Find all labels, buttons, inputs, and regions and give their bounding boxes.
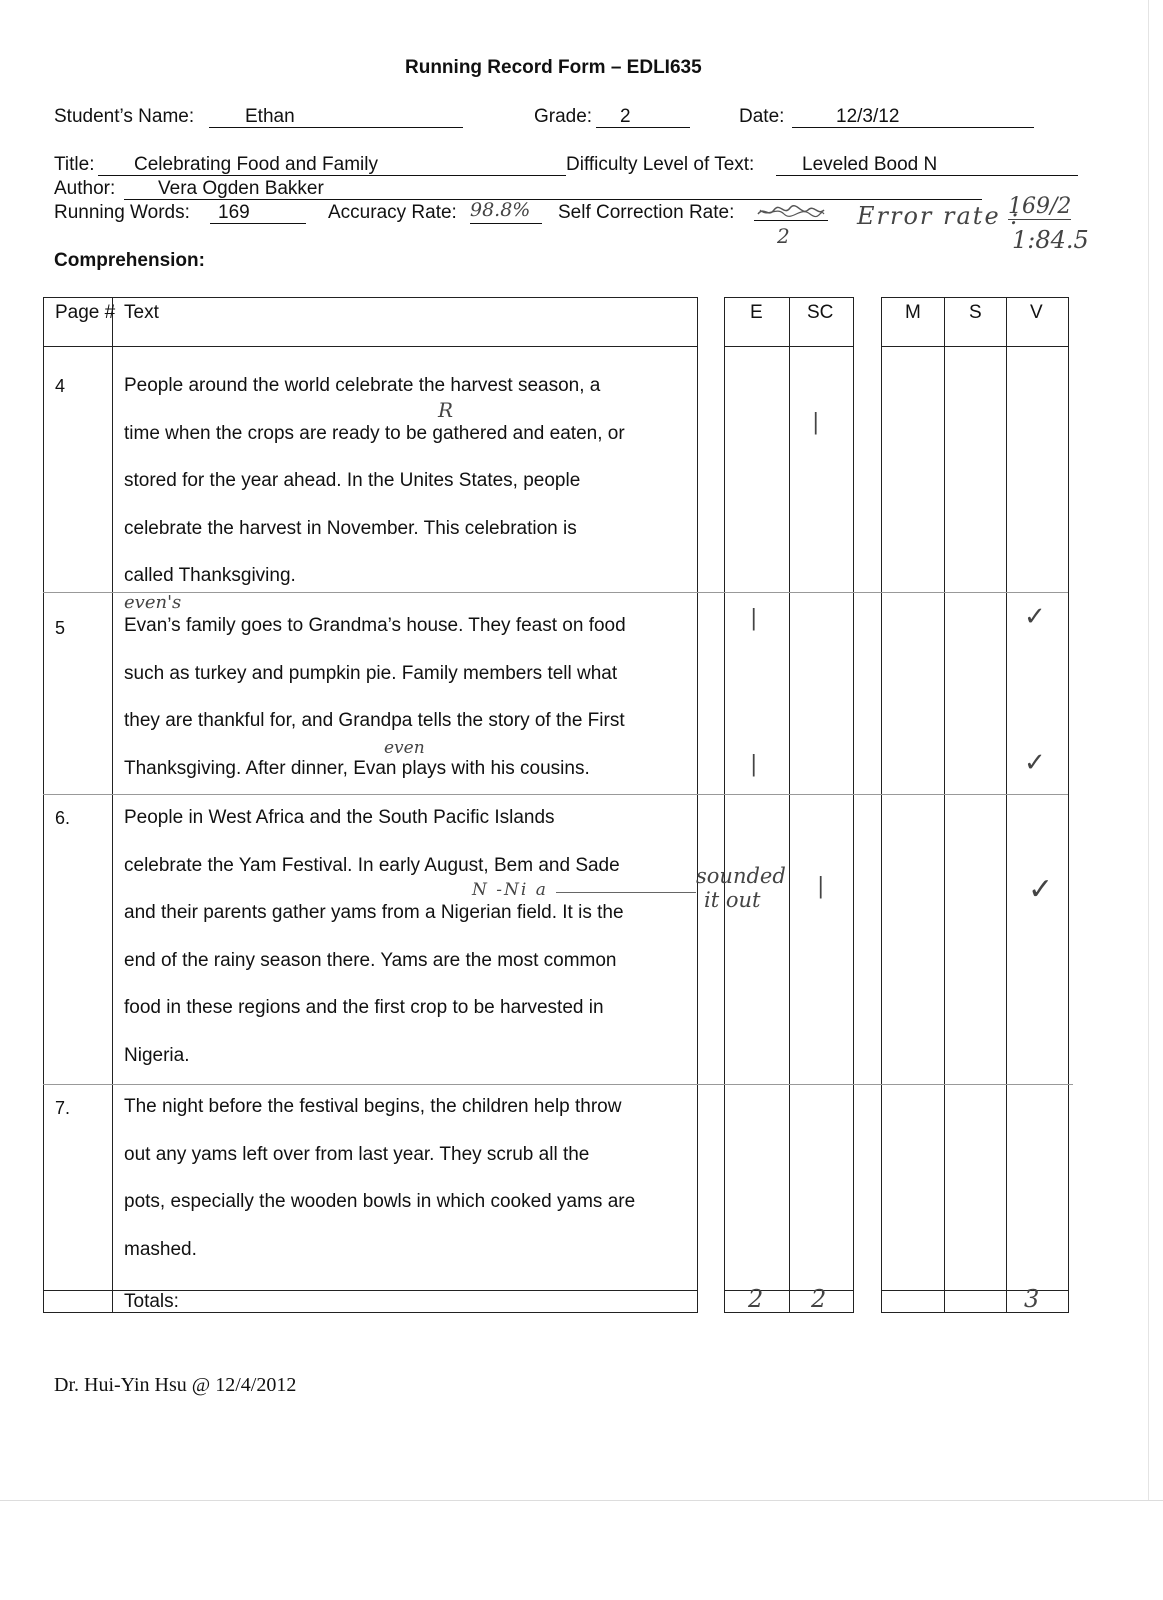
error-rate-ratio: 1:84.5 bbox=[1012, 226, 1089, 254]
title-field[interactable] bbox=[98, 154, 566, 176]
form-title: Running Record Form – EDLI635 bbox=[405, 57, 702, 78]
title-label: Title: bbox=[54, 154, 95, 175]
text-line: Evan’s family goes to Grandma’s house. They feast on food bbox=[124, 615, 626, 636]
text-line: end of the rainy season there. Yams are the most common bbox=[124, 949, 617, 971]
author-label: Author: bbox=[54, 178, 116, 199]
table-border bbox=[853, 297, 854, 1313]
text-line: pots, especially the wooden bowls in which cooked yams are bbox=[124, 1191, 636, 1212]
table-border bbox=[43, 297, 44, 1313]
student-name-value: Ethan bbox=[245, 106, 295, 127]
text-line: Nigeria. bbox=[124, 1044, 190, 1066]
header-s: S bbox=[969, 302, 982, 323]
difficulty-field[interactable] bbox=[776, 154, 1078, 176]
author-value: Vera Ogden Bakker bbox=[158, 178, 324, 199]
header-text: Text bbox=[124, 302, 159, 323]
table-border bbox=[43, 346, 698, 347]
text-line: The night before the festival begins, the children help throw bbox=[124, 1096, 622, 1117]
annotation-sounded: sounded bbox=[696, 864, 786, 888]
header-v: V bbox=[1030, 302, 1043, 323]
row-page-number: 7. bbox=[55, 1098, 71, 1118]
text-line: People around the world celebrate the harvest season, a bbox=[124, 375, 601, 396]
table-border bbox=[1068, 297, 1069, 1313]
running-words-field[interactable] bbox=[210, 202, 306, 224]
table-row-text bbox=[124, 362, 625, 600]
error-rate-value: 169/2 bbox=[1008, 194, 1072, 219]
accuracy-field[interactable] bbox=[470, 199, 542, 224]
text-line: Thanksgiving. After dinner, Evan plays with his cousins. bbox=[124, 757, 590, 779]
table-border bbox=[881, 1290, 1069, 1291]
text-line: stored for the year ahead. In the Unites States, people bbox=[124, 470, 581, 491]
table-row-text bbox=[124, 1083, 635, 1273]
annotation-nnia: N -Ni a bbox=[472, 880, 548, 900]
table-border bbox=[881, 297, 1069, 298]
table-border bbox=[789, 297, 790, 1313]
difficulty-label: Difficulty Level of Text: bbox=[566, 154, 755, 175]
annotation-even: even bbox=[384, 738, 425, 758]
annotation-evens: even's bbox=[124, 592, 182, 613]
self-correction-field[interactable] bbox=[754, 206, 828, 221]
table-border bbox=[112, 297, 113, 1313]
comprehension-label: Comprehension: bbox=[54, 250, 205, 271]
header-sc: SC bbox=[807, 302, 834, 323]
totals-v: 3 bbox=[1024, 1285, 1040, 1313]
text-line: celebrate the Yam Festival. In early August, Bem and Sade bbox=[124, 854, 620, 876]
row-page-number: 6. bbox=[55, 808, 71, 828]
table-border bbox=[881, 1312, 1069, 1313]
accuracy-value: 98.8% bbox=[470, 199, 531, 221]
footer-credit: Dr. Hui-Yin Hsu @ 12/4/2012 bbox=[54, 1374, 297, 1396]
author-field[interactable] bbox=[124, 178, 982, 200]
self-correction-label: Self Correction Rate: bbox=[558, 202, 735, 223]
scribble-icon bbox=[754, 204, 828, 220]
self-correction-value: 2 bbox=[777, 224, 790, 248]
grade-value: 2 bbox=[620, 106, 631, 127]
totals-label: Totals: bbox=[124, 1291, 179, 1312]
table-row-text bbox=[124, 602, 626, 792]
sc-tally: | bbox=[812, 410, 820, 435]
text-line: mashed. bbox=[124, 1238, 197, 1260]
difficulty-value: Leveled Bood N bbox=[802, 154, 938, 175]
date-value: 12/3/12 bbox=[836, 106, 900, 127]
table-border bbox=[697, 297, 698, 1313]
v-check: ✓ bbox=[1024, 748, 1046, 778]
header-m: M bbox=[905, 302, 921, 323]
date-field[interactable] bbox=[792, 106, 1034, 128]
totals-e: 2 bbox=[748, 1285, 764, 1313]
date-label: Date: bbox=[739, 106, 785, 127]
error-rate-label: Error rate : bbox=[857, 202, 1021, 230]
text-line: time when the crops are ready to be gathered and eaten, or bbox=[124, 422, 625, 444]
accuracy-label: Accuracy Rate: bbox=[328, 202, 457, 223]
text-line: and their parents gather yams from a Nigerian field. It is the bbox=[124, 902, 624, 923]
scan-edge bbox=[0, 1500, 1163, 1501]
table-border bbox=[1006, 297, 1007, 1313]
table-border bbox=[944, 297, 945, 1313]
text-line: such as turkey and pumpkin pie. Family members tell what bbox=[124, 662, 618, 684]
totals-sc: 2 bbox=[811, 1285, 827, 1313]
v-check: ✓ bbox=[1028, 872, 1054, 907]
text-line: People in West Africa and the South Pacific Islands bbox=[124, 807, 555, 828]
text-line: out any yams left over from last year. They scrub all the bbox=[124, 1143, 590, 1165]
annotation-it-out: it out bbox=[704, 888, 761, 912]
row-page-number: 5 bbox=[55, 618, 66, 638]
header-page: Page # bbox=[55, 302, 116, 323]
table-border bbox=[881, 297, 882, 1313]
table-border bbox=[43, 297, 698, 298]
text-line: celebrate the harvest in November. This celebration is bbox=[124, 517, 577, 539]
scan-edge bbox=[1148, 0, 1149, 1500]
row-page-number: 4 bbox=[55, 376, 66, 396]
e-tally: | bbox=[750, 752, 758, 777]
running-words-value: 169 bbox=[218, 202, 250, 223]
table-row-text bbox=[124, 794, 624, 1079]
student-name-label: Student’s Name: bbox=[54, 106, 195, 127]
table-border bbox=[724, 297, 725, 1313]
table-border bbox=[881, 346, 1069, 347]
text-line: called Thanksgiving. bbox=[124, 565, 296, 586]
text-line: food in these regions and the first crop to be harvested in bbox=[124, 997, 604, 1018]
text-line: they are thankful for, and Grandpa tells the story of the First bbox=[124, 710, 625, 731]
e-tally: | bbox=[750, 606, 758, 631]
running-words-label: Running Words: bbox=[54, 202, 190, 223]
grade-field[interactable] bbox=[596, 106, 690, 128]
header-e: E bbox=[750, 302, 763, 323]
grade-label: Grade: bbox=[534, 106, 593, 127]
student-name-field[interactable] bbox=[209, 106, 463, 128]
v-check: ✓ bbox=[1024, 602, 1046, 632]
sc-tally: | bbox=[817, 874, 825, 899]
annotation-line bbox=[556, 892, 696, 893]
title-value: Celebrating Food and Family bbox=[134, 154, 378, 175]
annotation-r: R bbox=[438, 398, 454, 422]
